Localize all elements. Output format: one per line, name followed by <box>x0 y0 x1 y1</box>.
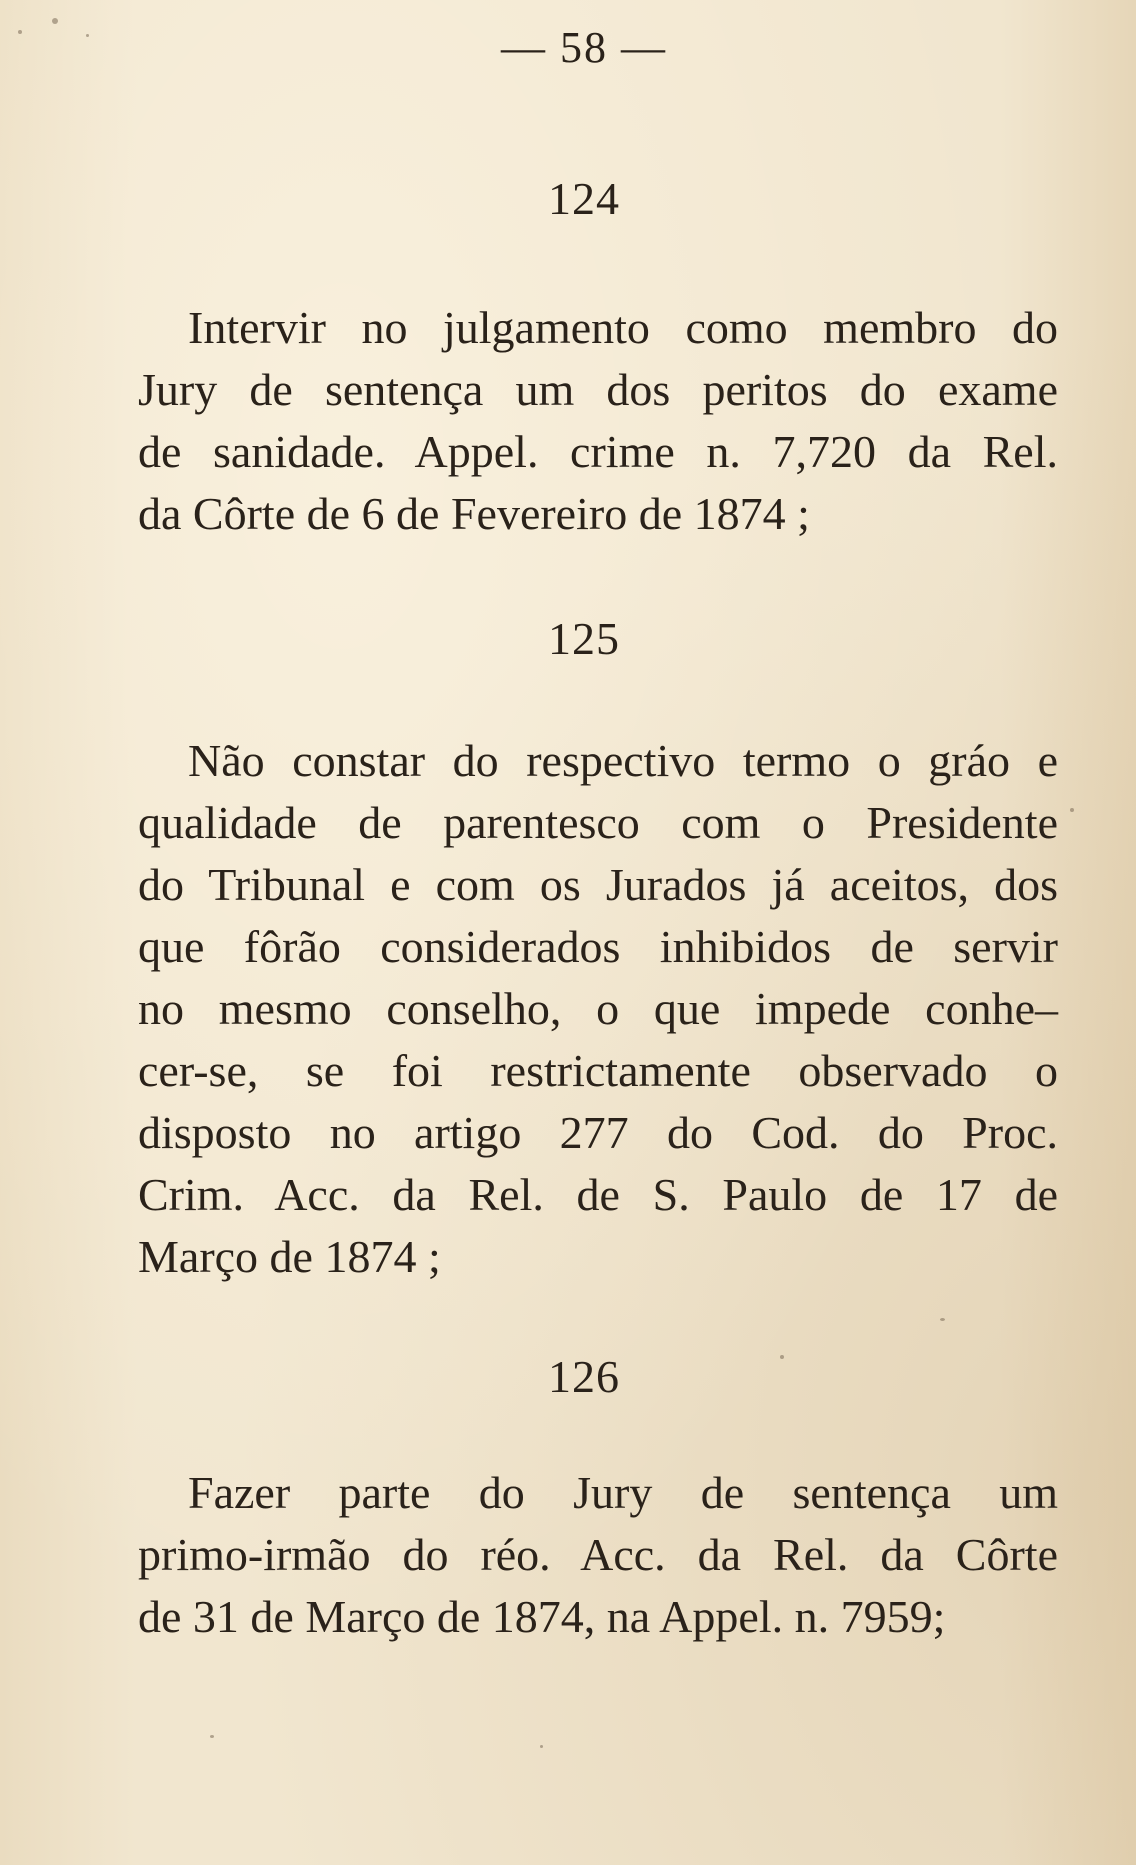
text-line: Crim. Acc. da Rel. de S. Paulo de 17 de <box>138 1169 1058 1220</box>
text-line: no mesmo conselho, o que impede conhe– <box>138 983 1058 1034</box>
text-line: Março de 1874 ; <box>138 1231 441 1282</box>
paper-speck <box>210 1735 214 1738</box>
text-line: que fôrão considerados inhibidos de servir <box>138 921 1058 972</box>
paper-speck <box>18 30 22 34</box>
page-number: — 58 — <box>501 23 667 72</box>
paper-speck <box>540 1745 543 1748</box>
text-line: Intervir no julgamento como membro do <box>188 302 1058 353</box>
text-line: cer-se, se foi restrictamente observado o <box>138 1045 1058 1096</box>
entry-126-text <box>138 1462 1058 1648</box>
entry-number-124: 124 <box>548 173 620 224</box>
entry-125-text <box>138 730 1058 1288</box>
text-line: disposto no artigo 277 do Cod. do Proc. <box>138 1107 1058 1158</box>
text-line: do Tribunal e com os Jurados já aceitos, dos <box>138 859 1058 910</box>
paper-speck <box>1070 808 1074 812</box>
text-line: qualidade de parentesco com o Presidente <box>138 797 1058 848</box>
entry-number-126: 126 <box>548 1351 620 1402</box>
text-line: Fazer parte do Jury de sentença um <box>188 1467 1058 1518</box>
paper-speck <box>52 18 58 24</box>
paper-speck <box>940 1318 945 1321</box>
text-line: Jury de sentença um dos peritos do exame <box>138 364 1058 415</box>
text-line: Não constar do respectivo termo o gráo e <box>188 735 1058 786</box>
text-line: primo-irmão do réo. Acc. da Rel. da Côrte <box>138 1529 1058 1580</box>
text-line: de sanidade. Appel. crime n. 7,720 da Rel. <box>138 426 1058 477</box>
paper-speck <box>86 34 89 37</box>
paper-speck <box>780 1355 784 1359</box>
entry-number-125: 125 <box>548 613 620 664</box>
text-line: de 31 de Março de 1874, na Appel. n. 7959; <box>138 1591 946 1642</box>
entry-124-text <box>138 297 1058 545</box>
text-line: da Côrte de 6 de Fevereiro de 1874 ; <box>138 488 810 539</box>
